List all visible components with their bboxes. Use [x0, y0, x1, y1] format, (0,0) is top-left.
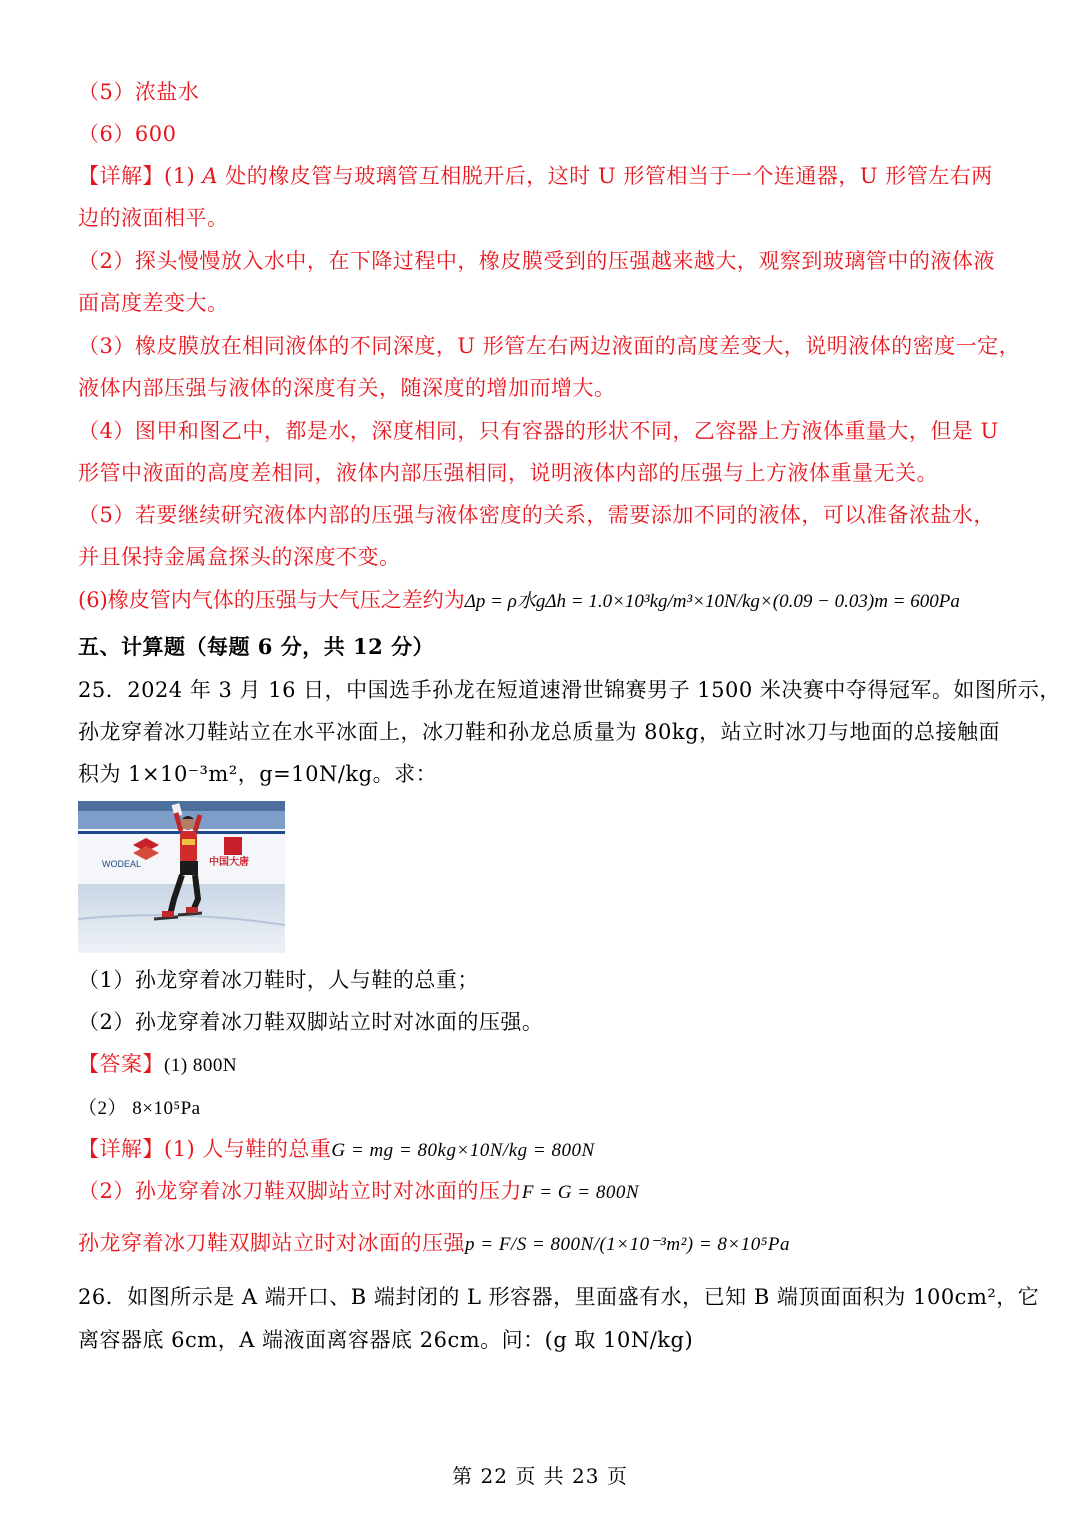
explain-3: 孙龙穿着冰刀鞋双脚站立时对冰面的压强p = F/S = 800N/(1×10⁻³m²) = 8×10⁵Pa — [78, 1231, 790, 1255]
detail-4-line-2: 形管中液面的高度差相同，液体内部压强相同，说明液体内部的压强与上方液体重量无关。 — [78, 461, 938, 485]
page-footer: 第 22 页 共 23 页 — [452, 1464, 628, 1488]
photo-illustration — [78, 801, 285, 953]
detail-2-line-1: （2）探头慢慢放入水中，在下降过程中，橡皮膜受到的压强越来越大，观察到玻璃管中的液体液 — [78, 249, 995, 273]
question-25-line-2: 孙龙穿着冰刀鞋站立在水平冰面上，冰刀鞋和孙龙总质量为 80kg，站立时冰刀与地面的总接触面 — [78, 720, 1001, 744]
section-heading: 五、计算题（每题 6 分，共 12 分） — [78, 634, 435, 659]
detail-3-line-2: 液体内部压强与液体的深度有关，随深度的增加而增大。 — [78, 376, 616, 400]
answer-tag: 【答案】 — [78, 1052, 164, 1076]
question-26-line-2: 离容器底 6cm，A 端液面离容器底 26cm。问：(g 取 10N/kg) — [78, 1328, 694, 1352]
answer-line-1: 【答案】(1) 800N — [78, 1052, 238, 1076]
brand-seal-icon — [224, 837, 242, 855]
pressure-formula: p = F/S = 800N/(1×10⁻³m²) = 8×10⁵Pa — [465, 1234, 790, 1255]
weight-formula: G = mg = 80kg×10N/kg = 800N — [331, 1140, 595, 1161]
svg-text:中国大唐: 中国大唐 — [209, 857, 249, 868]
detail-5-line-2: 并且保持金属盒探头的深度不变。 — [78, 545, 401, 569]
detail-2-line-2: 面高度差变大。 — [78, 291, 229, 315]
force-formula: F = G = 800N — [521, 1182, 640, 1203]
detail-1-line-1: 【详解】(1) A 处的橡皮管与玻璃管互相脱开后，这时 U 形管相当于一个连通器，U 形管左右两 — [78, 164, 993, 188]
explain-1: 【详解】(1) 人与鞋的总重G = mg = 80kg×10N/kg = 800N — [78, 1137, 595, 1161]
question-25-line-1: 25．2024 年 3 月 16 日，中国选手孙龙在短道速滑世锦赛男子 1500 米决赛中夺得冠军。如图所示， — [78, 678, 1061, 702]
answer-line-2: （2） 8×10⁵Pa — [78, 1098, 201, 1119]
pressure-difference-formula: Δp = ρ水gΔh = 1.0×10³kg/m³×10N/kg×(0.09 − 0.03)m = 600Pa — [464, 591, 960, 612]
explain-2: （2）孙龙穿着冰刀鞋双脚站立时对冰面的压力F = G = 800N — [78, 1179, 640, 1203]
detail-3-line-1: （3）橡皮膜放在相同液体的不同深度，U 形管左右两边液面的高度差变大，说明液体的密度一定， — [78, 334, 1021, 358]
detail-6-line: (6)橡皮管内气体的压强与大气压之差约为Δp = ρ水gΔh = 1.0×10³kg/m³×10N/kg×(0.09 − 0.03)m = 600Pa — [78, 588, 960, 612]
question-25-line-3: 积为 1×10⁻³m²，g=10N/kg。求： — [78, 762, 438, 786]
svg-text:WODEAL: WODEAL — [102, 859, 142, 869]
speed-skater-photo — [78, 801, 285, 953]
question-26-line-1: 26．如图所示是 A 端开口、B 端封闭的 L 形容器，里面盛有水，已知 B 端顶面面积为 100cm²，它 — [78, 1285, 1040, 1309]
detail-tag: 【详解】 — [78, 164, 164, 188]
answer-5: （5）浓盐水 — [78, 80, 200, 104]
question-25-part-2: （2）孙龙穿着冰刀鞋双脚站立时对冰面的压强。 — [78, 1010, 544, 1034]
question-25-part-1: （1）孙龙穿着冰刀鞋时，人与鞋的总重； — [78, 968, 479, 992]
detail-tag: 【详解】 — [78, 1137, 164, 1161]
answer-6: （6）600 — [78, 122, 177, 146]
detail-4-line-1: （4）图甲和图乙中，都是水，深度相同，只有容器的形状不同，乙容器上方液体重量大，但是 U — [78, 419, 999, 443]
detail-5-line-1: （5）若要继续研究液体内部的压强与液体密度的关系，需要添加不同的液体，可以准备浓盐水， — [78, 503, 995, 527]
detail-1-line-2: 边的液面相平。 — [78, 206, 229, 230]
